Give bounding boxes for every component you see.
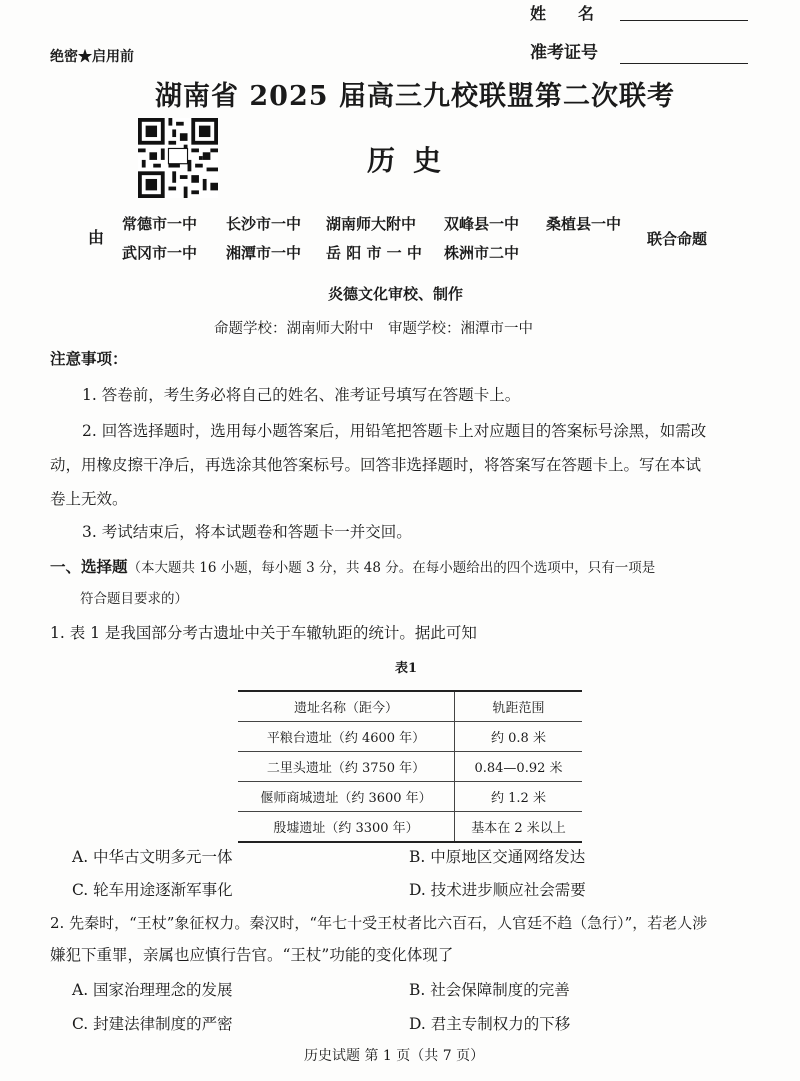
school-item: 湘潭市一中 — [226, 244, 302, 262]
question-2-stem-cont: 嫌犯下重罪，亲属也应慎行告官。“王杖”功能的变化体现了 — [50, 946, 454, 964]
qr-code-icon — [138, 118, 218, 198]
school-item: 常德市一中 — [122, 215, 198, 233]
secret-label: 绝密★启用前 — [50, 49, 134, 65]
table-cell: 基本在 2 米以上 — [455, 812, 583, 843]
notice-item-2: 2. 回答选择题时，选用每小题答案后，用铅笔把答题卡上对应题目的答案标号涂黑，如需改 — [82, 422, 707, 440]
q2-option-a: A. 国家治理理念的发展 — [72, 981, 233, 999]
section-description-cont: 符合题目要求的） — [80, 591, 188, 607]
notice-item-2-cont: 卷上无效。 — [50, 490, 128, 508]
table-row — [238, 812, 582, 843]
subject-title: 历史 — [367, 144, 460, 177]
id-label: 准考证号 — [530, 43, 598, 63]
section-description: （本大题共 16 小题，每小题 3 分，共 48 分。在每小题给出的四个选项中，只有一项是 — [127, 560, 656, 576]
proposers-note: 命题学校：湖南师大附中 审题学校：湘潭市一中 — [214, 321, 533, 337]
table-cell: 0.84—0.92 米 — [455, 752, 583, 782]
page-footer: 历史试题 第 1 页（共 7 页） — [304, 1048, 485, 1064]
school-suffix: 联合命题 — [647, 230, 708, 248]
school-item: 双峰县一中 — [444, 215, 520, 233]
table-row — [238, 722, 582, 752]
table-cell: 平粮台遗址（约 4600 年） — [238, 722, 455, 752]
q1-option-c: C. 轮车用途逐渐军事化 — [72, 881, 233, 899]
table-cell: 殷墟遗址（约 3300 年） — [238, 812, 455, 843]
exam-title: 湖南省 2025 届高三九校联盟第二次联考 — [155, 81, 675, 112]
q1-option-b: B. 中原地区交通网络发达 — [409, 848, 586, 866]
id-field[interactable] — [620, 63, 748, 64]
table-row — [238, 782, 582, 812]
table-header-row — [238, 691, 582, 722]
q2-option-d: D. 君主专制权力的下移 — [409, 1015, 571, 1033]
notice-item-3: 3. 考试结束后，将本试题卷和答题卡一并交回。 — [82, 523, 412, 541]
school-item: 武冈市一中 — [122, 244, 198, 262]
school-item: 株洲市二中 — [444, 244, 520, 262]
notice-item-2-cont: 动，用橡皮擦干净后，再选涂其他答案标号。回答非选择题时，将答案写在答题卡上。写在本试 — [50, 456, 702, 474]
table-title: 表1 — [395, 661, 418, 676]
section-heading-label: 一、选择题 — [50, 557, 128, 576]
notice-item-1: 1. 答卷前，考生务必将自己的姓名、准考证号填写在答题卡上。 — [82, 386, 521, 404]
table-row — [238, 752, 582, 782]
q1-option-a: A. 中华古文明多元一体 — [72, 848, 233, 866]
school-prefix: 由 — [88, 228, 105, 247]
q2-option-b: B. 社会保障制度的完善 — [409, 981, 570, 999]
table-cell: 约 0.8 米 — [455, 722, 583, 752]
name-field[interactable] — [620, 20, 748, 21]
section-heading — [50, 556, 655, 579]
table-1 — [238, 690, 582, 843]
notice-title: 注意事项： — [50, 349, 128, 368]
review-note: 炎德文化审校、制作 — [328, 285, 464, 303]
table-cell: 偃师商城遗址（约 3600 年） — [238, 782, 455, 812]
q1-option-d: D. 技术进步顺应社会需要 — [409, 881, 586, 899]
school-item: 长沙市一中 — [226, 215, 302, 233]
table-header-cell: 遗址名称（距今） — [293, 701, 398, 716]
name-label: 姓 名 — [530, 4, 595, 23]
table-cell: 二里头遗址（约 3750 年） — [238, 752, 455, 782]
question-2-stem: 2. 先秦时，“王杖”象征权力。秦汉时，“年七十受王杖者比六百石，人官廷不趋（急行）”，若老人涉 — [50, 914, 708, 932]
question-1-stem: 1. 表 1 是我国部分考古遗址中关于车辙轨距的统计。据此可知 — [50, 624, 477, 642]
q2-option-c: C. 封建法律制度的严密 — [72, 1015, 233, 1033]
school-item: 岳 阳 市 一 中 — [326, 244, 422, 262]
table-header-cell: 轨距范围 — [455, 691, 583, 722]
school-item: 湖南师大附中 — [326, 215, 417, 233]
school-item: 桑植县一中 — [546, 215, 622, 233]
table-cell: 约 1.2 米 — [455, 782, 583, 812]
